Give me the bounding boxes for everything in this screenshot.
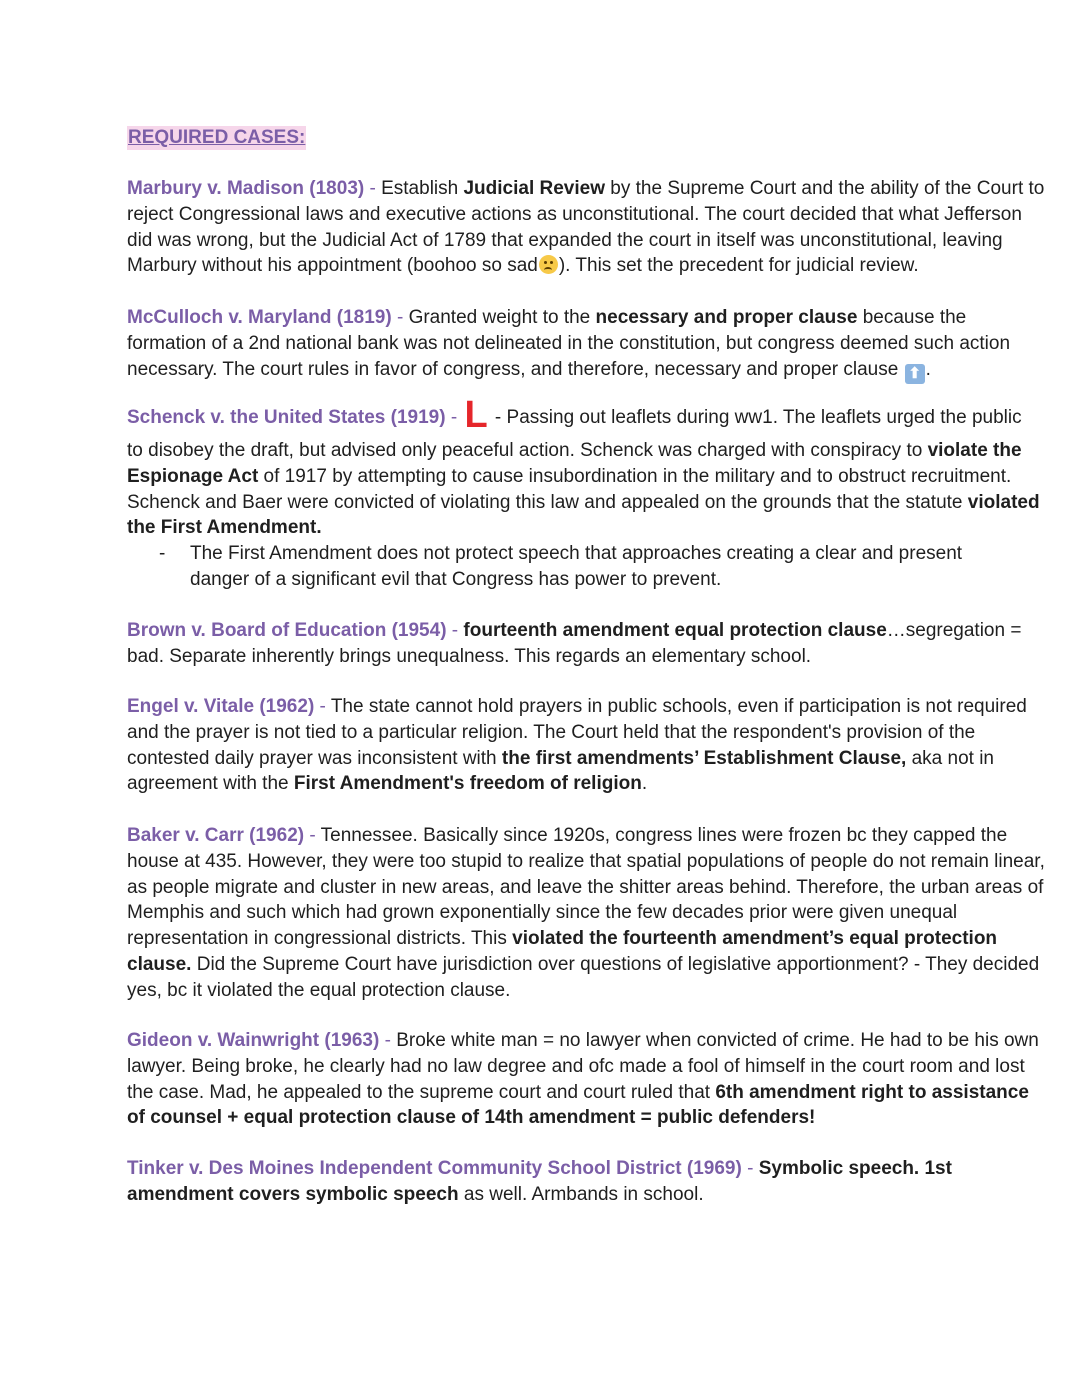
case-text: . — [925, 358, 931, 380]
separator: - — [304, 825, 321, 846]
case-title: Brown v. Board of Education (1954) — [127, 620, 447, 641]
case-bold: violated the fourteenth amendment’s equal protection clause. — [127, 928, 998, 975]
bullet-dash: - — [159, 543, 166, 564]
crying-face-icon — [539, 255, 558, 274]
case-bold: Symbolic speech. 1st amendment covers symbolic speech — [127, 1158, 952, 1205]
case-bold: necessary and proper clause — [595, 307, 858, 328]
case-text: …segregation = bad. Separate inherently brings unequalness. This regards an elementary school. — [127, 620, 1022, 667]
separator: - — [314, 696, 331, 717]
case-title: Gideon v. Wainwright (1963) — [127, 1030, 380, 1051]
case-text: Did the Supreme Court have jurisdiction over questions of legislative apportionment? - They decided yes, bc it violated the equal protection clause. — [127, 953, 1040, 1001]
case-bold: violated the First Amendment. — [127, 491, 1040, 539]
separator: - — [379, 1030, 397, 1051]
case-schenck-header — [127, 396, 1047, 434]
case-text: of 1917 by attempting to cause insubordination in the military and to obstruct recruitment. Schenck and Baer were convicted of violating this law and appealed on the grounds that the statute — [127, 465, 1012, 513]
page-heading: REQUIRED CASES: — [128, 127, 306, 148]
bullet-text: The First Amendment does not protect speech that approaches creating a clear and present danger of a significant evil that Congress has power to prevent. — [190, 543, 963, 590]
case-text: ). This set the precedent for judicial review. — [558, 255, 919, 277]
case-text: as well. Armbands in school. — [458, 1183, 704, 1205]
case-title: Baker v. Carr (1962) — [127, 825, 305, 846]
case-bold: 6th amendment right to assistance of counsel + equal protection clause of 14th amendment = public defenders! — [127, 1081, 1029, 1129]
case-text: Tennessee. Basically since 1920s, congress lines were frozen bc they capped the house at 435. However, they were too stupid to realize that spatial populations of people do not remain linear, as people migrate and cluster in new areas, and leave the shitter areas behind. Therefore, the urban areas of Memphis and such which had grown exponentially since the few decades prior were given unequal representation in congressional districts. This — [127, 825, 1045, 950]
case-text: . — [641, 773, 648, 795]
case-text: - Passing out leaflets during ww1. The leaflets urged the public — [489, 407, 1022, 428]
separator: - — [391, 307, 409, 328]
up-arrow-icon: ⬆ — [905, 364, 925, 384]
case-schenck-body — [127, 438, 1047, 541]
big-l-mark: L — [464, 394, 488, 436]
case-mcculloch — [127, 305, 1047, 384]
case-title: McCulloch v. Maryland (1819) — [127, 307, 392, 328]
case-baker — [127, 823, 1047, 1004]
case-tinker — [127, 1156, 1047, 1208]
case-engel — [127, 694, 1047, 797]
separator: - — [446, 620, 464, 641]
case-gideon — [127, 1028, 1047, 1131]
separator: - — [741, 1158, 759, 1179]
separator: - — [445, 407, 463, 428]
case-bold: fourteenth amendment equal protection clause — [463, 620, 887, 641]
case-title: Marbury v. Madison (1803) — [127, 178, 365, 199]
case-bold: First Amendment's freedom of religion — [293, 773, 642, 795]
schenck-bullet — [159, 541, 1020, 593]
separator: - — [364, 178, 382, 199]
case-bold: Judicial Review — [463, 178, 605, 199]
case-title: Tinker v. Des Moines Independent Community School District (1969) — [127, 1158, 742, 1179]
case-text: by the Supreme Court and the ability of the Court to reject Congressional laws and executive actions as unconstitutional. The court decided that what Jefferson did was wrong, but the Judicial Act of 1789 that expanded the court in itself was unconstitutional, leaving Marbury without his appointment (boohoo so sad — [127, 178, 1045, 277]
case-bold: the first amendments’ Establishment Clause, — [501, 747, 907, 769]
case-text: The state cannot hold prayers in public schools, even if participation is not required and the prayer is not tied to a particular religion. The Court held that the respondent's provision of the contested daily prayer was inconsistent with — [127, 696, 1027, 769]
case-title: Engel v. Vitale (1962) — [127, 696, 315, 717]
case-text: because the formation of a 2nd national bank was not delineated in the constitution, but congress deemed such action necessary. The court rules in favor of congress, and therefore, necessary and proper clause — [127, 307, 1011, 380]
case-text: Broke white man = no lawyer when convicted of crime. He had to be his own lawyer. Being broke, he clearly had no law degree and ofc made a fool of himself in the court room and lost the case. Mad, he appealed to the supreme court and court ruled that — [127, 1030, 1039, 1103]
case-text: Establish — [381, 178, 464, 199]
case-marbury — [127, 176, 1047, 279]
case-bold: violate the Espionage Act — [127, 440, 1022, 487]
case-text: Granted weight to the — [408, 307, 596, 328]
case-text: to disobey the draft, but advised only peaceful action. Schenck was charged with conspiracy to — [127, 440, 928, 461]
case-text: aka not in agreement with the — [127, 747, 994, 795]
case-title: Schenck v. the United States (1919) — [127, 407, 446, 428]
case-brown — [127, 618, 1047, 670]
